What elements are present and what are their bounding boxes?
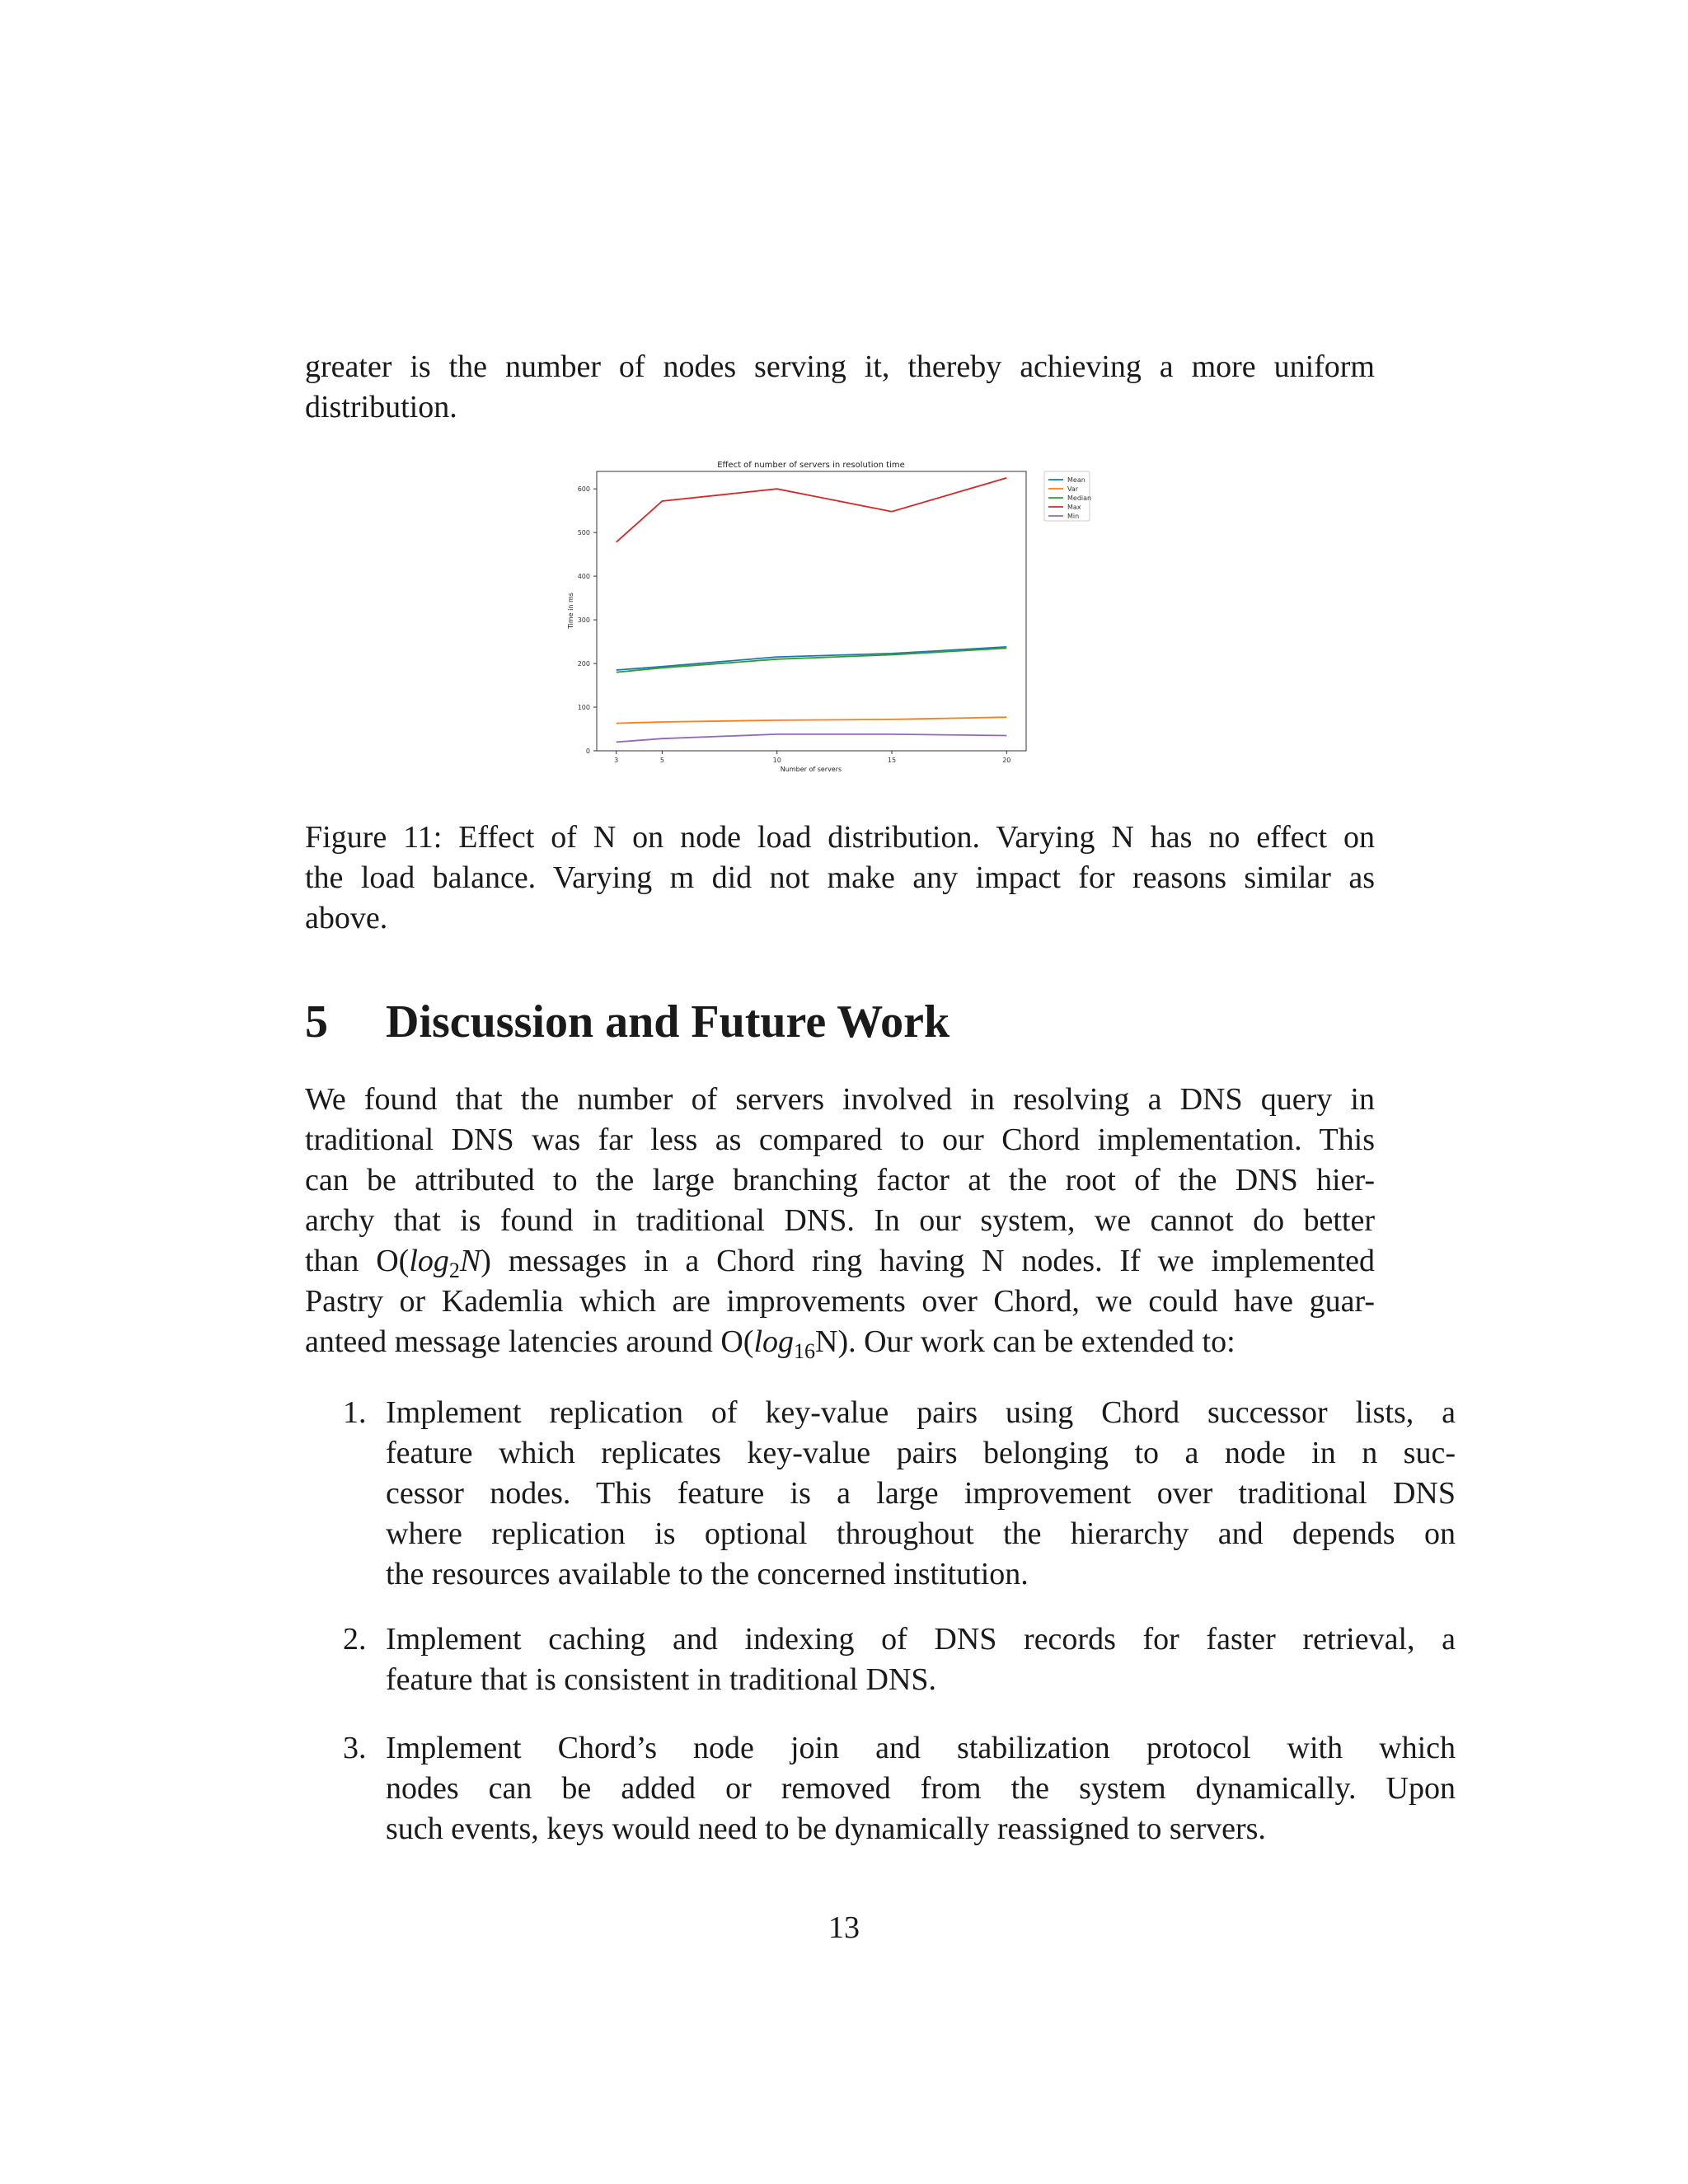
- series-lines: [617, 478, 1007, 743]
- legend-label: Max: [1067, 504, 1081, 511]
- x-tick-label: 3: [614, 757, 619, 764]
- y-tick-label: 400: [577, 573, 590, 581]
- text-line: archy that is found in traditional DNS. In our system, we cannot do better: [305, 1203, 1375, 1238]
- math-log: log: [409, 1244, 449, 1278]
- section-title: Discussion and Future Work: [386, 996, 950, 1047]
- text-line: feature that is consistent in traditional DNS.: [386, 1662, 937, 1697]
- text-line: Implement replication of key-value pairs using Chord successor lists, a: [386, 1395, 1456, 1430]
- math-log: log: [753, 1324, 794, 1359]
- legend-label: Min: [1067, 513, 1080, 520]
- text-line: such events, keys would need to be dynamically reassigned to servers.: [386, 1811, 1266, 1846]
- legend-label: Median: [1067, 494, 1092, 502]
- top-paragraph: [305, 347, 1375, 428]
- list-item: [305, 1619, 1456, 1700]
- series-line-max: [617, 478, 1007, 542]
- chart-title: Effect of number of servers in resolution time: [717, 461, 905, 470]
- list-item: [305, 1393, 1456, 1595]
- chart-legend: [1044, 471, 1091, 521]
- line-chart: [544, 457, 1146, 779]
- math-subscript: 16: [794, 1339, 815, 1363]
- y-tick-label: 100: [577, 704, 590, 712]
- text-line: Implement caching and indexing of DNS records for faster retrieval, a: [386, 1622, 1456, 1657]
- series-line-median: [617, 649, 1007, 673]
- text-line: nodes can be added or removed from the system dynamically. Upon: [386, 1771, 1456, 1806]
- plot-frame: [597, 471, 1026, 751]
- text-run: than O(: [305, 1244, 410, 1278]
- math-n: N: [459, 1244, 481, 1278]
- figure-caption: [305, 818, 1375, 939]
- y-tick-label: 300: [577, 616, 590, 625]
- y-tick-label: 500: [577, 529, 590, 537]
- section-number: 5: [305, 996, 328, 1047]
- x-axis-label: Number of servers: [780, 766, 842, 773]
- text-line: Pastry or Kademlia which are improvements over Chord, we could have guar-: [305, 1284, 1375, 1319]
- text-line: where replication is optional throughout the hierarchy and depends on: [386, 1516, 1456, 1551]
- text-line: above.: [305, 901, 388, 935]
- text-line: Implement Chord’s node join and stabilization protocol with which: [386, 1731, 1456, 1765]
- figure-chart: [544, 457, 1146, 779]
- text-line: [305, 1241, 1375, 1282]
- text-line: Figure 11: Effect of N on node load distribution. Varying N has no effect on: [305, 820, 1375, 855]
- text-line: feature which replicates key-value pairs belonging to a node in n suc-: [386, 1436, 1456, 1470]
- text-line: cessor nodes. This feature is a large improvement over traditional DNS: [386, 1476, 1456, 1511]
- x-axis: [614, 751, 1010, 764]
- text-line: distribution.: [305, 390, 457, 424]
- y-tick-label: 600: [577, 485, 590, 494]
- x-tick-label: 10: [772, 757, 781, 764]
- section-heading: [305, 993, 950, 1051]
- discussion-paragraph: [305, 1080, 1375, 1362]
- list-item: [305, 1728, 1456, 1849]
- text-run: N). Our work can be extended to:: [815, 1324, 1236, 1359]
- text-line: We found that the number of servers involved in resolving a DNS query in: [305, 1082, 1375, 1117]
- page-number: 13: [828, 1910, 860, 1945]
- legend-label: Mean: [1067, 476, 1085, 484]
- list-marker: 1.: [343, 1395, 367, 1430]
- series-line-min: [617, 734, 1007, 743]
- legend-label: Var: [1067, 485, 1079, 493]
- y-axis: [578, 485, 597, 755]
- series-line-var: [617, 717, 1007, 723]
- text-line: traditional DNS was far less as compared to our Chord implementation. This: [305, 1122, 1375, 1157]
- list-marker: 2.: [343, 1622, 367, 1657]
- y-tick-label: 0: [585, 748, 590, 755]
- x-tick-label: 15: [887, 757, 897, 764]
- text-line: greater is the number of nodes serving it, thereby achieving a more uniform: [305, 349, 1375, 384]
- text-line: the load balance. Varying m did not make any impact for reasons similar as: [305, 860, 1375, 895]
- math-subscript: 2: [448, 1258, 460, 1282]
- y-axis-label: Time in ms: [567, 593, 574, 629]
- text-run: anteed message latencies around O(: [305, 1324, 754, 1359]
- y-tick-label: 200: [577, 660, 590, 668]
- text-run: ) messages in a Chord ring having N nodes. If we implemented: [481, 1244, 1375, 1278]
- text-line: [305, 1322, 1375, 1362]
- text-line: can be attributed to the large branching factor at the root of the DNS hier-: [305, 1163, 1375, 1197]
- text-line: the resources available to the concerned institution.: [386, 1557, 1029, 1591]
- list-marker: 3.: [343, 1731, 367, 1765]
- x-tick-label: 20: [1002, 757, 1011, 764]
- x-tick-label: 5: [659, 757, 664, 764]
